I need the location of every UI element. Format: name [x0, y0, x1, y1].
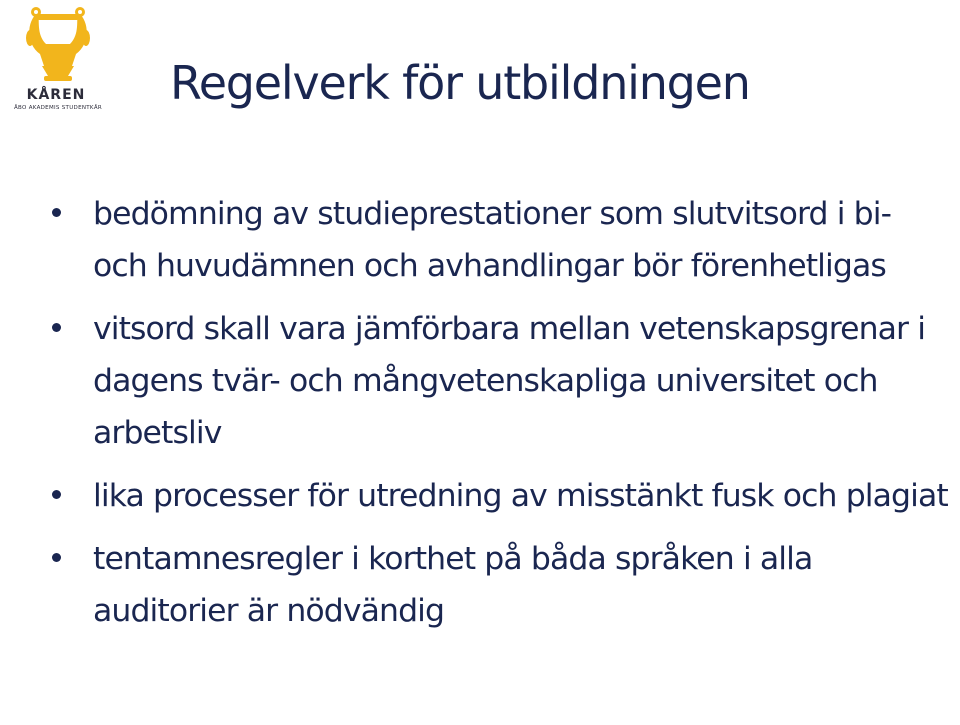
- bullet-text: tentamnesregler i korthet på båda språken i alla auditorier är nödvändig: [93, 541, 813, 629]
- logo-name: KÅREN: [26, 87, 86, 103]
- bullet-text: lika processer för utredning av misstänkt fusk och plagiat: [93, 478, 948, 514]
- bullet-icon: [52, 553, 61, 562]
- bullet-item: [52, 470, 952, 522]
- bullet-item: [52, 303, 952, 459]
- bullet-list: [52, 188, 952, 648]
- karen-logo: [6, 4, 106, 116]
- golden-lyre-icon: [18, 4, 98, 86]
- logo-subtitle: ÅBO AKADEMIS STUDENTKÅR: [13, 105, 103, 111]
- slide-title: Regelverk för utbildningen: [170, 56, 750, 110]
- bullet-text: vitsord skall vara jämförbara mellan vetenskapsgrenar i dagens tvär- och mångvetenskapliga universitet och arbetsliv: [93, 311, 926, 451]
- bullet-text: bedömning av studieprestationer som slutvitsord i bi- och huvudämnen och avhandlingar bör förenhetligas: [93, 196, 892, 284]
- bullet-icon: [52, 323, 61, 332]
- bullet-item: [52, 533, 952, 637]
- bullet-icon: [52, 490, 61, 499]
- bullet-item: [52, 188, 952, 292]
- bullet-icon: [52, 208, 61, 217]
